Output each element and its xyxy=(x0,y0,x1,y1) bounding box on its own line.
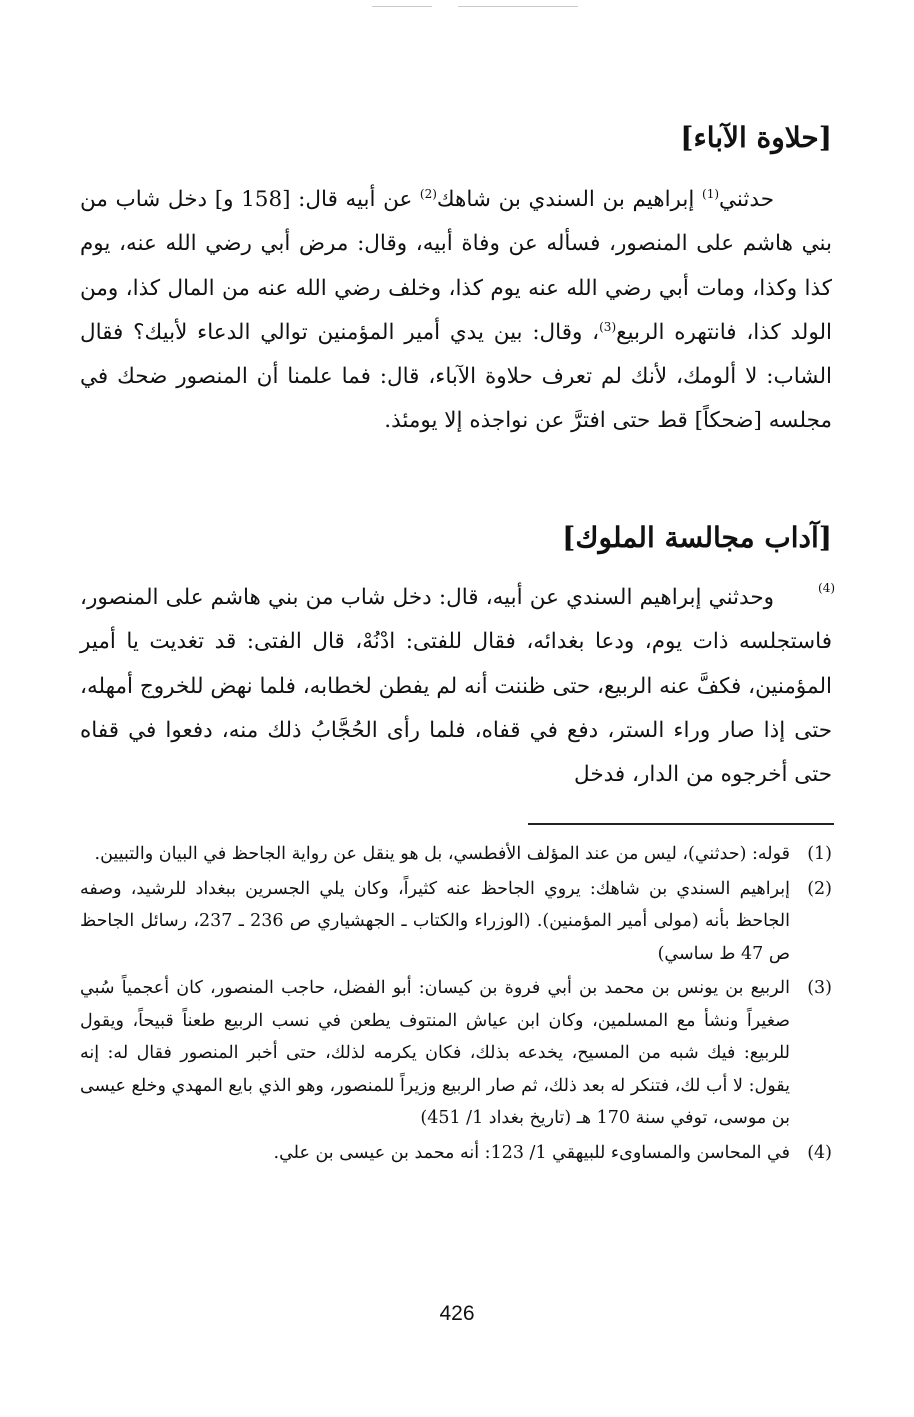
footnote-item xyxy=(80,972,832,1135)
footnote-text: في المحاسن والمساوىء للبيهقي 1/ 123: أنه محمد بن عيسى بن علي. xyxy=(273,1142,790,1163)
footnote-text: إبراهيم السندي بن شاهك: يروي الجاحظ عنه كثيراً، وكان يلي الجسرين ببغداد للرشيد، وصفه الجاحظ بأنه (مولى أمير المؤمنين). (الوزراء والكتاب ـ الجهشياري ص 236 ـ 237، رسائل الجاحظ ص 47 ط ساسي) xyxy=(80,878,790,964)
paragraph-2 xyxy=(80,576,832,797)
footnote-ref[interactable]: (3) xyxy=(599,319,617,334)
footnote-ref[interactable]: (1) xyxy=(702,186,720,201)
footnote-text: قوله: (حدثني)، ليس من عند المؤلف الأفطسي، بل هو ينقل عن رواية الجاحظ في البيان والتبيين. xyxy=(94,844,790,864)
footnote-separator xyxy=(528,823,834,825)
section-heading-1: [حلاوة الآباء] xyxy=(680,121,832,154)
footnote-number: (1) xyxy=(807,844,832,864)
section-heading-2: [آداب مجالسة الملوك] xyxy=(562,521,832,554)
text-run: وحدثني إبراهيم السندي عن أبيه، قال: دخل شاب من بني هاشم على المنصور، فاستجلسه ذات يوم، ودعا بغدائه، فقال للفتى: ادْنُهْ، قال الفتى: قد تغديت يا أمير المؤمنين، فكفَّ عنه الربيع، حتى ظننت أنه لم يفطن لخطابه، فلما نهض للخروج أمهله، حتى إذا صار وراء الستر، دفع في قفاه، فلما رأى الحُجَّابُ ذلك منه، دفعوا في قفاه حتى أخرجوه من الدار، فدخل xyxy=(80,585,832,788)
footnote-number: (3) xyxy=(807,978,832,998)
footnote-ref[interactable]: (2) xyxy=(419,186,437,201)
footnote-number: (2) xyxy=(807,878,832,899)
footnotes xyxy=(80,838,832,1171)
scan-mark xyxy=(458,6,578,7)
text-run: حدثني xyxy=(719,187,774,212)
book-page: [حلاوة الآباء] حدثني$^{(1)}$ إبراهيم بن السندي بن شاهك$^{(2)}$ عن أبيه قال: [158 و] دخل شاب من بني هاشم على المنصور، فسأله عن وفاة أبيه، وقال: مرض أبي رضي الله عنه، يوم كذا وكذا، ومات أبي رضي الله عنه يوم كذا، وخلف رضي الله عنه من المال كذا، ومن الولد كذا، فانتهره الربيع$^{(3)}$، وقال: بين يدي أمير المؤمنين توالي الدعاء لأبيك؟ فقال الشاب: لا ألومك، لأنك لم تعرف حلاوة الآباء، قال: فما علمنا أن المنصور ضحك في مجلسه [ضحكاً] قط حتى افترَّ عن نواجذه إلا يومئذ. [آداب مجالسة الملوك] وحدثني إبراهيم السندي عن أبيه، قال: دخل شاب من بني هاشم على المنصور، فاستجلسه ذات يوم، ودعا بغدائه، فقال للفتى: ادْنُهْ، قال الفتى: قد تغديت يا أمير المؤمنين، فكفَّ عنه الربيع، حتى ظننت أنه لم يفطن لخطابه، فلما نهض للخروج أمهله، حتى إذا صار وراء الستر، دفع في قفاه، فلما رأى الحُجَّابُ ذلك منه، دفعوا في قفاه حتى أخرجوه من الدار، فدخل (4) (1) قوله: (حدثني)، ليس من عند المؤلف الأفطسي، بل هو ينقل عن رواية الجاحظ في البيان والتبيين. (2) إبراهيم السندي بن شاهك: يروي الجاحظ عنه كثيراً، وكان يلي الجسرين ببغداد للرشيد، وصفه الجاحظ بأنه (مولى أمير المؤمنين). (الوزراء والكتاب ـ الجهشياري ص 236 ـ 237، رسائل الجاحظ ص 47 ط ساسي) (3) الربيع بن يونس بن محمد بن أبي فروة بن كيسان: أبو الفضل، حاجب المنصور، كان أعجمياً سُبي صغيراً ونشأ مع المسلمين، وكان ابن عياش المنتوف يطعن في نسب الربيع طعناً قبيحاً، ويقول للربيع: فيك شبه من المسيح، يخدعه بذلك، فكان يكرمه لذلك، حتى أخبر المنصور فقال له: إنه يقول: لا أب لك، فتنكر له بعد ذلك، ثم صار الربيع وزيراً للمنصور، وهو الذي بايع المهدي وخلع عيسى بن موسى، توفي سنة 170 هـ (تاريخ بغداد 1/ 451) (4) في المحاسن والمساوىء للبيهقي 1/ 123: أنه محمد بن عيسى بن علي. 426 xyxy=(0,0,914,1417)
footnote-item xyxy=(80,1137,832,1170)
footnote-item xyxy=(80,838,832,871)
page-number: 426 xyxy=(439,1302,475,1325)
footnote-text: الربيع بن يونس بن محمد بن أبي فروة بن كيسان: أبو الفضل، حاجب المنصور، كان أعجمياً سُبي صغيراً ونشأ مع المسلمين، وكان ابن عياش المنتوف يطعن في نسب الربيع طعناً قبيحاً، ويقول للربيع: فيك شبه من المسيح، يخدعه بذلك، فكان يكرمه لذلك، حتى أخبر المنصور فقال له: إنه يقول: لا أب لك، فتنكر له بعد ذلك، ثم صار الربيع وزيراً للمنصور، وهو الذي بايع المهدي وخلع عيسى بن موسى، توفي سنة 170 هـ (تاريخ بغداد 1/ 451) xyxy=(80,978,790,1128)
text-run: إبراهيم بن السندي بن شاهك xyxy=(436,187,702,212)
footnote-item xyxy=(80,873,832,971)
scan-mark xyxy=(372,6,432,7)
text-run: عن أبيه قال: [158 و] دخل شاب من بني هاشم على المنصور، فسأله عن وفاة أبيه، وقال: مرض أبي رضي الله عنه، يوم كذا وكذا، ومات أبي رضي الله عنه يوم كذا، وخلف رضي الله عنه من المال كذا، ومن الولد كذا، فانتهره الربيع xyxy=(80,187,832,345)
footnote-number: (4) xyxy=(807,1142,832,1163)
paragraph-1 xyxy=(80,178,832,444)
text-run: ، وقال: بين يدي أمير المؤمنين توالي الدعاء لأبيك؟ فقال الشاب: لا ألومك، لأنك لم تعرف حلاوة الآباء، قال: فما علمنا أن المنصور ضحك في مجلسه [ضحكاً] قط حتى افترَّ عن نواجذه إلا يومئذ. xyxy=(80,319,832,434)
